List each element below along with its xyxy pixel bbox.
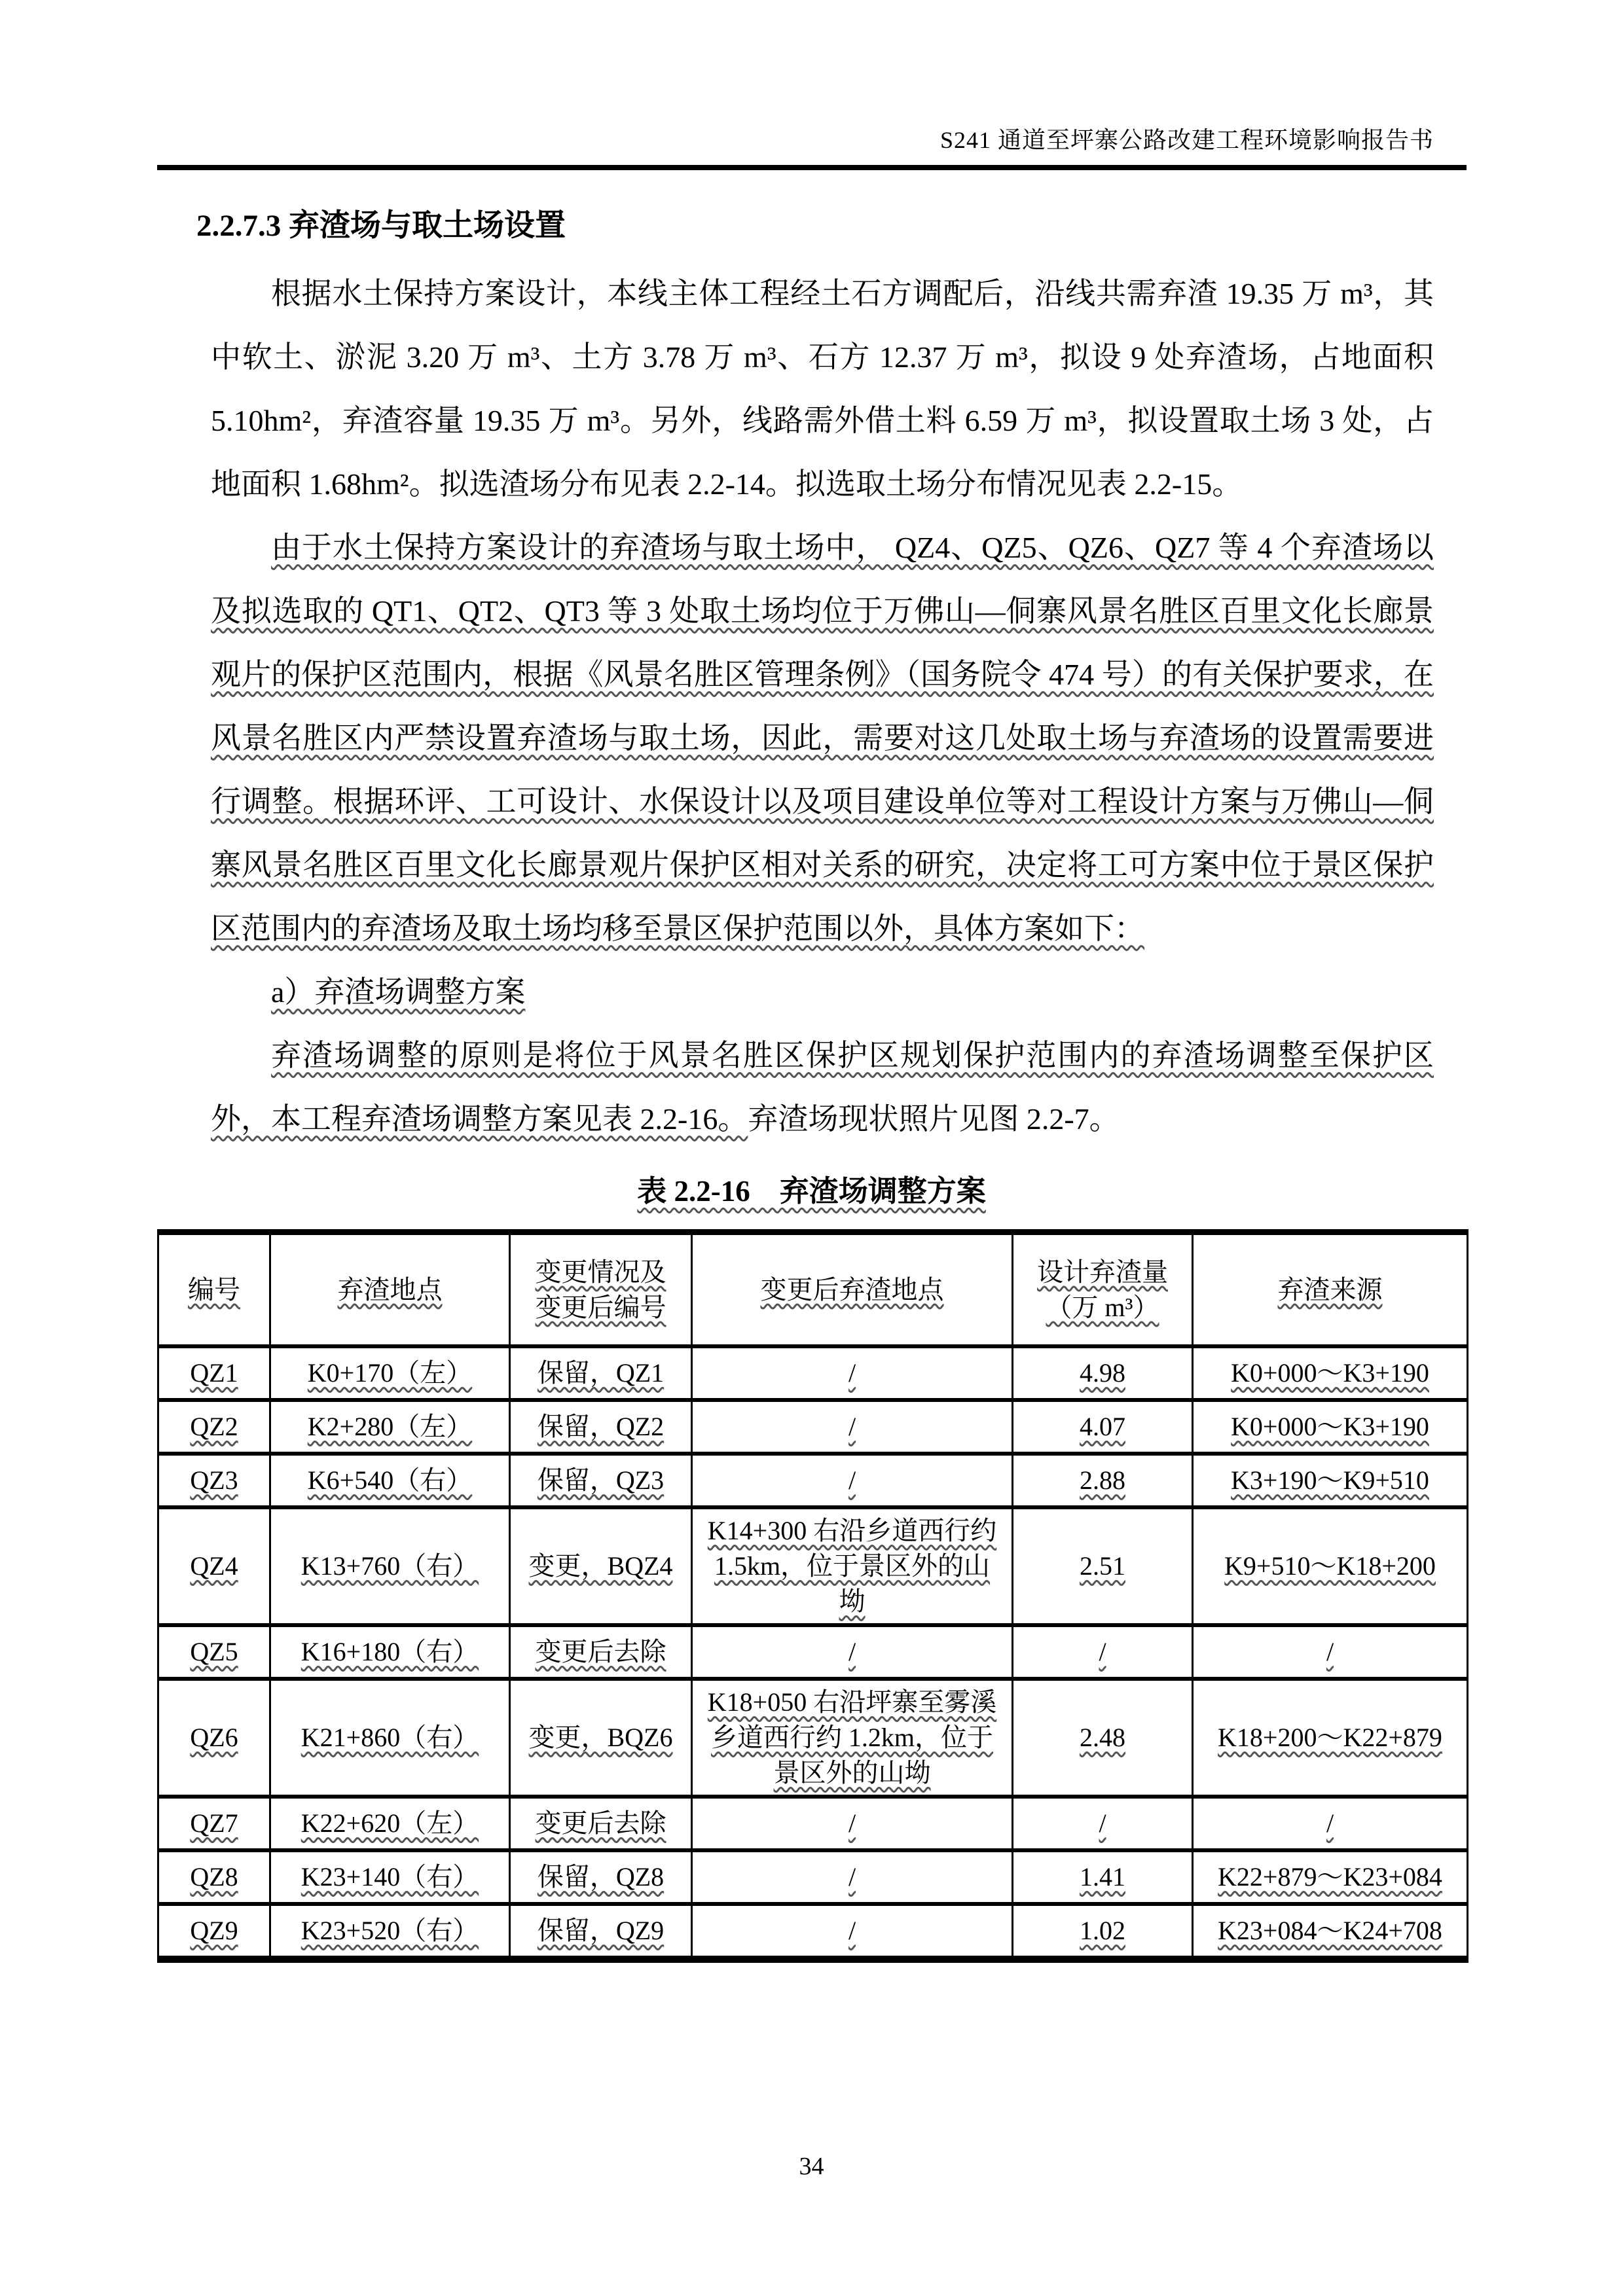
table-row	[158, 1400, 1468, 1454]
table-cell-text: QZ7	[190, 1808, 238, 1838]
table-cell	[510, 1507, 692, 1625]
table-cell	[510, 1904, 692, 1960]
table-header-cell	[270, 1232, 510, 1347]
table-cell	[270, 1346, 510, 1400]
table-header-cell-text: 设计弃渣量（万 m³）	[1037, 1257, 1168, 1322]
table-cell-text: K23+084～K24+708	[1218, 1916, 1442, 1945]
subheading-a-text: a）弃渣场调整方案	[271, 975, 526, 1009]
table-row	[158, 1679, 1468, 1797]
table-row	[158, 1346, 1468, 1400]
table-cell-text: K0+170（左）	[307, 1358, 473, 1388]
table-cell	[270, 1625, 510, 1679]
table-header-cell-text: 变更情况及变更后编号	[535, 1257, 666, 1322]
table-cell	[1193, 1507, 1468, 1625]
table-cell-text: 2.48	[1080, 1723, 1125, 1752]
table-cell	[1013, 1346, 1193, 1400]
table-cell-text: K2+280（左）	[307, 1412, 473, 1441]
table-cell	[510, 1797, 692, 1850]
table-cell	[692, 1797, 1013, 1850]
table-cell-text: /	[848, 1637, 856, 1666]
table-caption	[0, 1173, 1623, 1210]
table-header-cell-text: 弃渣来源	[1277, 1274, 1383, 1304]
table-cell	[158, 1850, 270, 1904]
table-cell	[1193, 1679, 1468, 1797]
table-row	[158, 1850, 1468, 1904]
table-cell-text: K22+620（左）	[301, 1808, 479, 1838]
table-cell	[158, 1904, 270, 1960]
table-cell	[270, 1797, 510, 1850]
table-cell	[1013, 1850, 1193, 1904]
table-cell	[510, 1679, 692, 1797]
table-body	[158, 1346, 1468, 1960]
table-cell	[270, 1850, 510, 1904]
table-cell-text: /	[1326, 1808, 1334, 1838]
table-header-cell-text: 弃渣地点	[337, 1274, 443, 1304]
adjustment-table	[157, 1229, 1468, 1963]
table-row	[158, 1797, 1468, 1850]
table-cell-text: K14+300 右沿乡道西行约 1.5km，位于景区外的山坳	[707, 1516, 997, 1616]
table-cell	[692, 1679, 1013, 1797]
paragraph-adjustment-principle	[211, 1024, 1434, 1151]
table-cell	[270, 1507, 510, 1625]
table-cell-text: /	[848, 1862, 856, 1892]
table-cell-text: /	[1099, 1808, 1106, 1838]
table-cell-text: 保留，QZ1	[537, 1358, 665, 1388]
paragraph-adjustment-principle-plain: 弃渣场现状照片见图 2.2-7。	[748, 1102, 1120, 1136]
table-cell-text: 1.41	[1080, 1862, 1125, 1892]
table-cell	[1013, 1454, 1193, 1507]
table-cell-text: 4.98	[1080, 1358, 1125, 1388]
table-cell-text: 1.02	[1080, 1916, 1125, 1945]
table-cell-text: /	[1326, 1637, 1334, 1666]
subheading-a	[211, 960, 1434, 1024]
header-rule	[157, 165, 1467, 170]
table-cell-text: 保留，QZ2	[537, 1412, 665, 1441]
table-cell-text: 变更，BQZ6	[528, 1723, 673, 1752]
table-row	[158, 1507, 1468, 1625]
section-heading: 2.2.7.3 弃渣场与取土场设置	[196, 209, 566, 243]
table-cell-text: K21+860（右）	[301, 1723, 479, 1752]
table-cell	[1013, 1904, 1193, 1960]
table-cell-text: QZ6	[190, 1723, 238, 1752]
table-cell-text: 4.07	[1080, 1412, 1125, 1441]
table-cell-text: 保留，QZ9	[537, 1916, 665, 1945]
table-cell-text: /	[1099, 1637, 1106, 1666]
table-cell	[1013, 1679, 1193, 1797]
table-cell-text: K0+000～K3+190	[1231, 1412, 1429, 1441]
table-cell	[158, 1400, 270, 1454]
table-cell	[692, 1454, 1013, 1507]
table-cell	[158, 1797, 270, 1850]
table-header-cell-text: 变更后弃渣地点	[760, 1274, 944, 1304]
paragraph-adjustment-principle-underlined: 弃渣场调整的原则是将位于风景名胜区保护区规划保护范围内的弃渣场调整至保护区外，本工程弃渣场调整方案见表 2.2-16。	[211, 1039, 1434, 1136]
table-cell	[1193, 1625, 1468, 1679]
table-cell-text: QZ8	[190, 1862, 238, 1892]
table-cell	[270, 1400, 510, 1454]
table-cell-text: QZ3	[190, 1465, 238, 1495]
table-cell	[692, 1346, 1013, 1400]
table-cell-text: K0+000～K3+190	[1231, 1358, 1429, 1388]
table-cell	[692, 1400, 1013, 1454]
table-row	[158, 1454, 1468, 1507]
table-cell	[692, 1850, 1013, 1904]
table-cell-text: /	[848, 1358, 856, 1388]
table-cell	[510, 1346, 692, 1400]
table-cell	[692, 1904, 1013, 1960]
table-header-cell	[1193, 1232, 1468, 1347]
table-cell	[158, 1625, 270, 1679]
table-cell-text: 变更，BQZ4	[528, 1551, 673, 1581]
table-header-cell	[1013, 1232, 1193, 1347]
table-cell	[270, 1679, 510, 1797]
table-cell-text: 2.88	[1080, 1465, 1125, 1495]
paragraph-adjustment-reason-text: 由于水土保持方案设计的弃渣场与取土场中， QZ4、QZ5、QZ6、QZ7 等 4 个弃渣场以及拟选取的 QT1、QT2、QT3 等 3 处取土场均位于万佛山—侗寨风景名胜区百里文化长廊景观片的保护区范围内，根据《风景名胜区管理条例》（国务院令 474 号）的有关保护要求，在风景名胜区内严禁设置弃渣场与取土场，因此，需要对这几处取土场与弃渣场的设置需要进行调整。根据环评、工可设计、水保设计以及项目建设单位等对工程设计方案与万佛山—侗寨风景名胜区百里文化长廊景观片保护区相对关系的研究，决定将工可方案中位于景区保护区范围内的弃渣场及取土场均移至景区保护范围以外，具体方案如下：	[211, 531, 1434, 945]
table-cell	[510, 1625, 692, 1679]
table-cell-text: /	[848, 1916, 856, 1945]
table-cell-text: K3+190～K9+510	[1231, 1465, 1429, 1495]
table-cell	[1193, 1454, 1468, 1507]
table-caption-text: 表 2.2-16 弃渣场调整方案	[637, 1175, 986, 1208]
table-header-row	[158, 1232, 1468, 1347]
table-cell-text: QZ4	[190, 1551, 238, 1581]
table-cell-text: K6+540（右）	[307, 1465, 473, 1495]
table-cell-text: 保留，QZ3	[537, 1465, 665, 1495]
table-cell	[692, 1625, 1013, 1679]
table-cell-text: 保留，QZ8	[537, 1862, 665, 1892]
table-cell-text: K16+180（右）	[301, 1637, 479, 1666]
table-cell-text: K13+760（右）	[301, 1551, 479, 1581]
table-cell-text: K18+050 右沿坪寨至雾溪乡道西行约 1.2km，位于景区外的山坳	[707, 1687, 997, 1787]
table-cell-text: /	[848, 1808, 856, 1838]
table-cell	[1193, 1904, 1468, 1960]
table-cell-text: 变更后去除	[535, 1808, 666, 1838]
table-header-cell	[510, 1232, 692, 1347]
table-cell-text: QZ2	[190, 1412, 238, 1441]
table-cell	[1193, 1850, 1468, 1904]
table-cell	[158, 1507, 270, 1625]
table-cell	[1193, 1400, 1468, 1454]
table-cell-text: 2.51	[1080, 1551, 1125, 1581]
table-cell-text: 变更后去除	[535, 1637, 666, 1666]
table-cell	[510, 1454, 692, 1507]
table-cell	[158, 1346, 270, 1400]
table-header-cell	[158, 1232, 270, 1347]
table-cell-text: /	[848, 1412, 856, 1441]
table-cell	[158, 1679, 270, 1797]
table-cell	[510, 1850, 692, 1904]
page-number: 34	[799, 2153, 824, 2180]
table-cell-text: K23+520（右）	[301, 1916, 479, 1945]
table-cell	[510, 1400, 692, 1454]
table-cell	[270, 1904, 510, 1960]
table-cell	[158, 1454, 270, 1507]
paragraph-overview: 根据水土保持方案设计，本线主体工程经土石方调配后，沿线共需弃渣 19.35 万 m³，其中软土、淤泥 3.20 万 m³、土方 3.78 万 m³、石方 12.37 万 m³，拟设 9 处弃渣场，占地面积 5.10hm²，弃渣容量 19.35 万 m³。另外，线路需外借土料 6.59 万 m³，拟设置取土场 3 处，占地面积 1.68hm²。拟选渣场分布见表 2.2-14。拟选取土场分布情况见表 2.2-15。	[211, 277, 1434, 501]
table-cell	[270, 1454, 510, 1507]
table-cell	[1193, 1346, 1468, 1400]
table-cell	[1013, 1400, 1193, 1454]
table-cell-text: K9+510～K18+200	[1224, 1551, 1436, 1581]
table-cell-text: K23+140（右）	[301, 1862, 479, 1892]
table-cell	[1013, 1625, 1193, 1679]
table-cell-text: QZ1	[190, 1358, 238, 1388]
paragraph-adjustment-reason	[211, 516, 1434, 960]
table-cell-text: K18+200～K22+879	[1218, 1723, 1442, 1752]
table-header-cell	[692, 1232, 1013, 1347]
table-cell-text: K22+879～K23+084	[1218, 1862, 1442, 1892]
table-cell-text: QZ5	[190, 1637, 238, 1666]
table-cell	[1013, 1797, 1193, 1850]
table-row	[158, 1904, 1468, 1960]
table-cell-text: /	[848, 1465, 856, 1495]
table-header-cell-text: 编号	[188, 1274, 240, 1304]
table-row	[158, 1625, 1468, 1679]
table-cell	[1193, 1797, 1468, 1850]
table-cell	[692, 1507, 1013, 1625]
header-title: S241 通道至坪寨公路改建工程环境影响报告书	[939, 127, 1434, 153]
table-cell-text: QZ9	[190, 1916, 238, 1945]
table-cell	[1013, 1507, 1193, 1625]
